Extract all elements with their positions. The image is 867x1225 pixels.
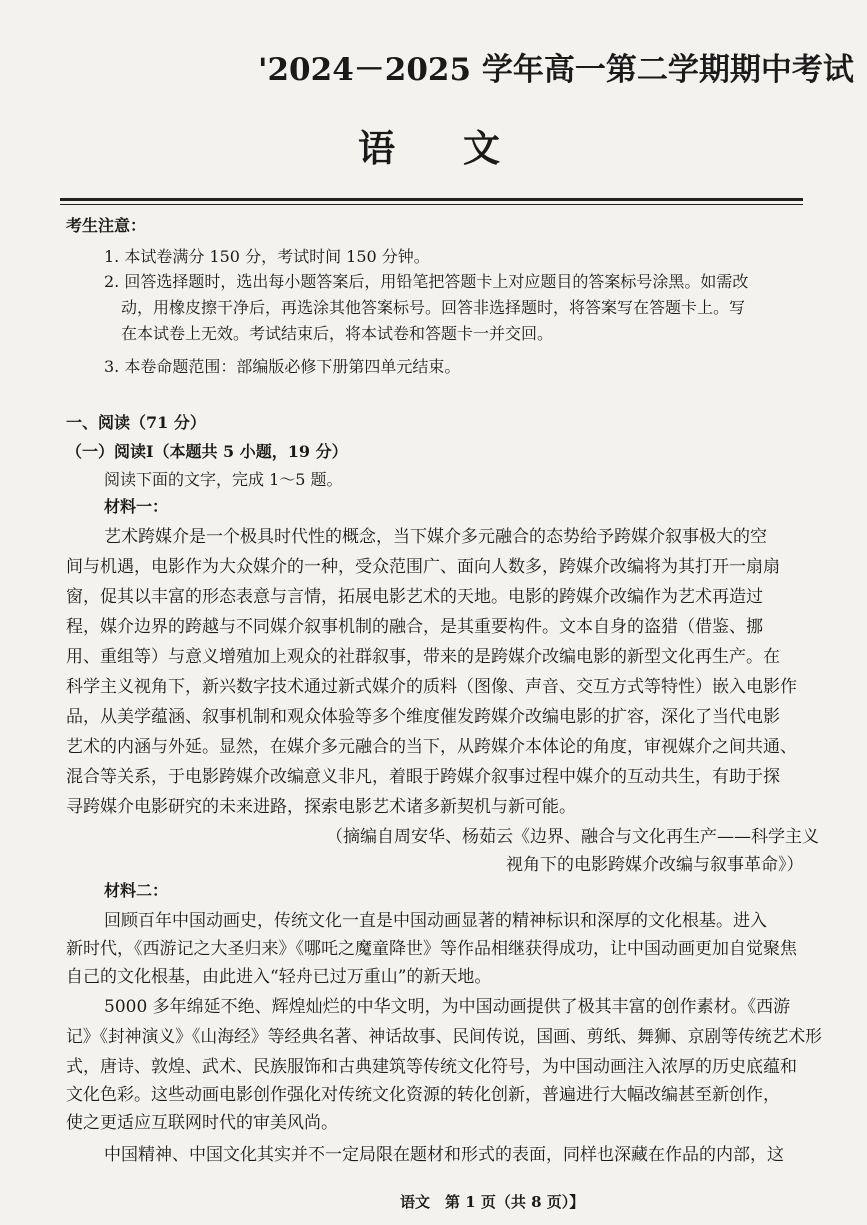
notice-line: 动，用橡皮擦干净后，再选涂其他答案标号。回答非选择题时，将答案写在答题卡上。写: [121, 298, 746, 317]
material1-line: 艺术跨媒介是一个极具时代性的概念，当下媒介多元融合的态势给予跨媒介叙事极大的空: [104, 527, 767, 547]
source-citation: （摘编自周安华、杨茹云《边界、融合与文化再生产——科学主义: [326, 827, 819, 847]
material1-line: 混合等关系，于电影跨媒介改编意义非凡，着眼于跨媒介叙事过程中媒介的互动共生，有助于探: [66, 767, 780, 787]
notice-line: 2. 回答选择题时，选出每小题答案后，用铅笔把答题卡上对应题目的答案标号涂黑。如需改: [104, 272, 749, 291]
material1-line: 寻跨媒介电影研究的未来进路，探索电影艺术诸多新契机与新可能。: [66, 797, 576, 817]
instruction: 阅读下面的文字，完成 1～5 题。: [104, 470, 343, 489]
notice-line: 3. 本卷命题范围：部编版必修下册第四单元结束。: [104, 357, 461, 376]
section-title: 一、阅读（71 分）: [66, 413, 206, 432]
material2-line: 自己的文化根基，由此进入“轻舟已过万重山”的新天地。: [66, 967, 492, 987]
material2-line: 记》《封神演义》《山海经》等经典名著、神话故事、民间传说，国画、剪纸、舞狮、京剧等传统艺术形: [66, 1027, 822, 1047]
material2-line: 回顾百年中国动画史，传统文化一直是中国动画显著的精神标识和深厚的文化根基。进入: [104, 911, 767, 931]
exam-title: '2024－2025 学年高一第二学期期中考试: [258, 52, 854, 88]
material1-line: 科学主义视角下，新兴数字技术通过新式媒介的质料（图像、声音、交互方式等特性）嵌入电影作: [66, 677, 797, 697]
source-citation: 视角下的电影跨媒介改编与叙事革命》）: [506, 855, 804, 875]
material2-line: 中国精神、中国文化其实并不一定局限在题材和形式的表面，同样也深藏在作品的内部，这: [104, 1145, 784, 1165]
subject-title: 语文: [358, 126, 568, 170]
material2-line: 文化色彩。这些动画电影创作强化对传统文化资源的转化创新，普遍进行大幅改编甚至新创作，: [66, 1085, 780, 1105]
header-rule-thick: [60, 198, 803, 201]
material1-line: 程，媒介边界的跨越与不同媒介叙事机制的融合，是其重要构件。文本自身的盗猎（借鉴、挪: [66, 617, 763, 637]
page-footer: 语文 第 1 页（共 8 页）】: [400, 1193, 585, 1211]
material2-line: 新时代，《西游记之大圣归来》《哪吒之魔童降世》等作品相继获得成功，让中国动画更加自觉聚焦: [66, 939, 797, 959]
material2-label: 材料二：: [104, 881, 169, 900]
material1-line: 艺术的内涵与外延。显然，在媒介多元融合的当下，从跨媒介本体论的角度，审视媒介之间共通、: [66, 737, 797, 757]
material2-line: 使之更适应互联网时代的审美风尚。: [66, 1113, 338, 1133]
material1-line: 品，从美学蕴涵、叙事机制和观众体验等多个维度催发跨媒介改编电影的扩容，深化了当代电影: [66, 707, 780, 727]
header-rule-thin: [60, 204, 803, 205]
material2-line: 5000 多年绵延不绝、辉煌灿烂的中华文明，为中国动画提供了极其丰富的创作素材。《西游: [104, 997, 791, 1017]
material1-line: 用、重组等）与意义增殖加上观众的社群叙事，带来的是跨媒介改编电影的新型文化再生产。在: [66, 647, 780, 667]
material1-line: 窗，促其以丰富的形态表意与言情，拓展电影艺术的天地。电影的跨媒介改编作为艺术再造过: [66, 587, 763, 607]
subsection-title: （一）阅读Ⅰ（本题共 5 小题，19 分）: [66, 442, 348, 461]
material1-label: 材料一：: [104, 497, 169, 516]
material2-line: 式，唐诗、敦煌、武术、民族服饰和古典建筑等传统文化符号，为中国动画注入浓厚的历史底蕴和: [66, 1057, 797, 1077]
notice-line: 在本试卷上无效。考试结束后，将本试卷和答题卡一并交回。: [121, 324, 554, 343]
notice-line: 1. 本试卷满分 150 分，考试时间 150 分钟。: [104, 247, 430, 266]
material1-line: 间与机遇，电影作为大众媒介的一种，受众范围广、面向人数多，跨媒介改编将为其打开一扇扇: [66, 557, 780, 577]
notice-heading: 考生注意：: [66, 216, 147, 235]
